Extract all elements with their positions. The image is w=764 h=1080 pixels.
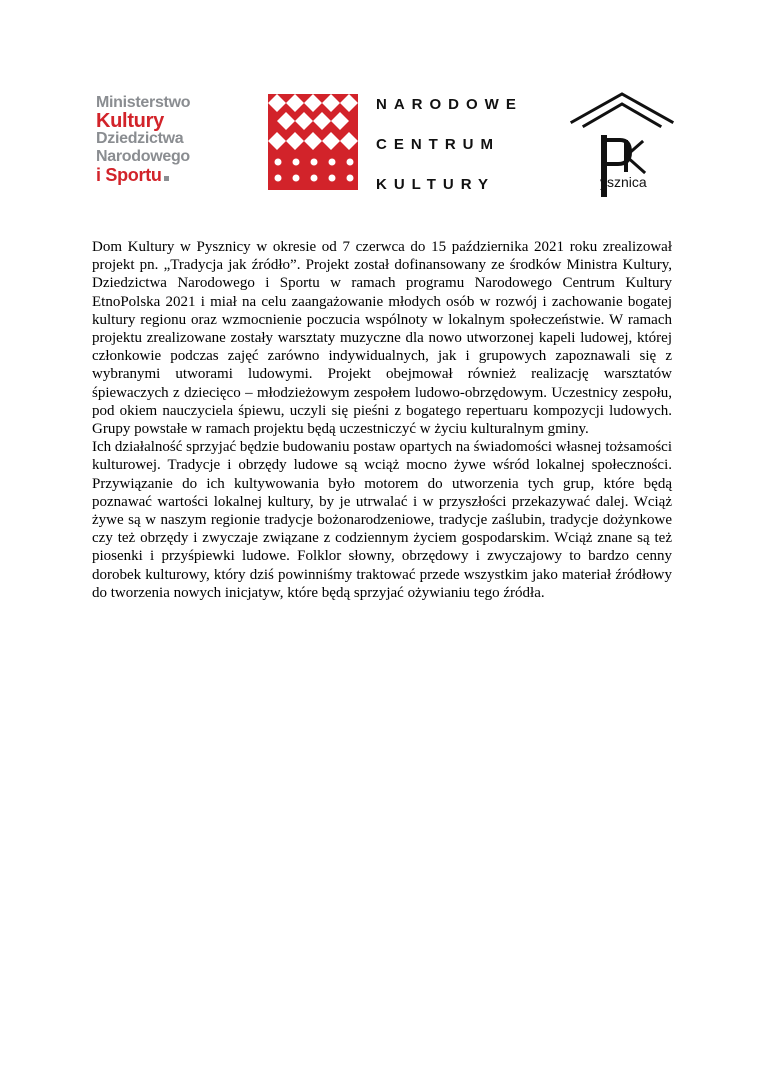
nck-logo-mark-icon (268, 94, 358, 190)
nck-line-3: KULTURY (376, 176, 495, 193)
ministry-line-2: Kultury (96, 110, 164, 132)
ministry-line-5 (96, 166, 190, 184)
ministry-line-5-word: Sportu (105, 165, 162, 185)
document-body (92, 238, 672, 602)
paragraph-1: Dom Kultury w Pysznicy w okresie od 7 czerwca do 15 października 2021 roku zrealizował projekt pn. „Tradycja jak źródło”. Projekt został dofinansowany ze środków Ministra Kultury, Dziedzictwa Narodowego i Sportu w ramach programu Narodowego Centrum Kultury EtnoPolska 2021 i miał na celu zaangażowanie młodych osób w rozwój i zachowanie bogatej kultury regionu oraz wzmocnienie poczucia wspólnoty w lokalnym społeczeństwie. W ramach projektu zrealizowane zostały warsztaty muzyczne dla nowo utworzonej kapeli ludowej, której członkowie podczas zajęć zarówno indywidualnych, jak i grupowych zapoznawali się z wybranymi utworami ludowymi. Projekt obejmował również realizację warsztatów śpiewaczych z dziecięco – młodzieżowym zespołem ludowo-obrzędowym. Uczestnicy zespołu, pod okiem nauczyciela śpiewu, uczyli się pieśni z bogatego repertuaru kompozycji ludowych. Grupy powstałe w ramach projektu będą uczestniczyć w życiu kulturalnym gminy. (92, 239, 672, 438)
ministry-line-1: Ministerstwo (96, 94, 191, 111)
logo-row (0, 88, 764, 198)
pysznica-logo-label: ysznica (600, 174, 647, 190)
ministry-dot (164, 176, 169, 181)
ministry-line-4: Narodowego (96, 148, 190, 165)
nck-logo-text (376, 96, 523, 216)
ministry-line-3: Dziedzictwa (96, 130, 184, 147)
nck-line-2: CENTRUM (376, 136, 500, 153)
nck-line-1: NARODOWE (376, 96, 523, 113)
paragraph-2: Ich działalność sprzyjać będzie budowaniu postaw opartych na świadomości własnej tożsamości kulturowej. Tradycje i obrzędy ludowe są wciąż mocno żywe wśród lokalnej społeczności. Przywiązanie do ich kultywowania było motorem do utworzenia tych grup, które będą poznawać wartości lokalnej kultury, by je utrwalać i w przyszłości przekazywać dalej. Wciąż żywe są w naszym regionie tradycje bożonarodzeniowe, tradycje zaślubin, tradycje dożynkowe czy też obrzędy i zwyczaje związane z codziennym życiem gospodarskim. Wciąż znane są też piosenki i przyśpiewki ludowe. Folklor słowny, obrzędowy i zwyczajowy to bardzo cenny dorobek kulturowy, który dziś powinniśmy traktować przede wszystkim jako materiał źródłowy do tworzenia nowych inicjatyw, które będą sprzyjać ożywianiu tego źródła. (92, 439, 672, 601)
ministry-line-5-prefix: i (96, 165, 101, 185)
ministry-logo (96, 94, 190, 184)
